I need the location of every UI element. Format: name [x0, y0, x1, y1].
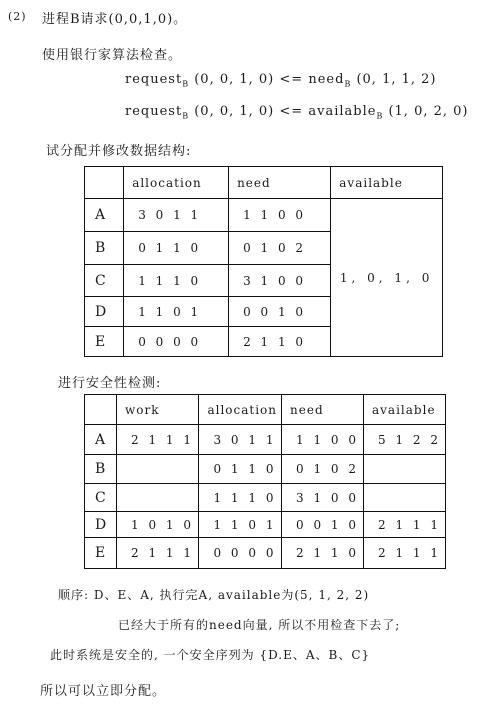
need-cell: 0 0 1 0 — [282, 512, 364, 538]
available-cell: 5 1 2 2 — [364, 425, 446, 455]
allocation-cell: 1 1 0 1 — [124, 297, 229, 327]
check-available-lhs: request — [125, 104, 183, 119]
table1-caption: 试分配并修改数据结构: — [46, 144, 192, 159]
check-need-op: <= — [279, 72, 304, 87]
process-label: A — [85, 199, 124, 232]
table1-header-blank — [85, 167, 124, 199]
process-label: D — [85, 512, 117, 538]
table1-header-allocation: allocation — [124, 167, 229, 199]
check-need-rhs: need — [308, 72, 345, 87]
check-need — [125, 72, 437, 89]
available-cell: 1, 0, 1, 0 — [331, 199, 443, 357]
table-row — [85, 199, 443, 232]
safety-table — [84, 394, 446, 569]
table2-header-blank — [85, 395, 117, 425]
check-available-rhs-sub: B — [376, 111, 384, 121]
process-label: B — [85, 232, 124, 265]
allocation-cell: 0 0 0 0 — [124, 327, 229, 357]
question-number: (2) — [8, 10, 27, 23]
table-row — [85, 425, 446, 455]
available-cell — [364, 455, 446, 484]
table2-header-need: need — [282, 395, 364, 425]
check-available-rvec: (1, 0, 2, 0) — [388, 104, 469, 119]
check-need-lhs-sub: B — [182, 79, 190, 89]
process-label: C — [85, 484, 117, 512]
table1-header-need: need — [229, 167, 331, 199]
need-cell: 3 1 0 0 — [229, 265, 331, 297]
check-need-lhs: request — [125, 72, 183, 87]
work-cell: 2 1 1 1 — [117, 538, 199, 569]
need-cell: 0 1 0 2 — [282, 455, 364, 484]
check-need-rvec: (0, 1, 1, 2) — [356, 72, 437, 87]
table2-header-work: work — [117, 395, 199, 425]
check-available-op: <= — [279, 104, 304, 119]
table-row — [85, 455, 446, 484]
table2-header-available: available — [364, 395, 446, 425]
conclusion-line-2: 已经大于所有的need向量, 所以不用检查下去了; — [118, 618, 401, 632]
allocation-cell: 1 1 1 0 — [124, 265, 229, 297]
table1-header-row — [85, 167, 443, 199]
table1-header-available: available — [331, 167, 443, 199]
check-available-lhs-sub: B — [182, 111, 190, 121]
allocation-cell: 3 0 1 1 — [124, 199, 229, 232]
allocation-cell: 0 0 0 0 — [199, 538, 282, 569]
need-cell: 3 1 0 0 — [282, 484, 364, 512]
process-label: D — [85, 297, 124, 327]
allocation-cell: 0 1 1 0 — [199, 455, 282, 484]
process-label: A — [85, 425, 117, 455]
conclusion-line-1: 顺序: D、E、A, 执行完A, available为(5, 1, 2, 2) — [58, 588, 370, 602]
check-need-vec: (0, 0, 1, 0) — [194, 72, 275, 87]
table2-caption: 进行安全性检测: — [58, 376, 162, 391]
need-cell: 2 1 1 0 — [282, 538, 364, 569]
process-label: E — [85, 538, 117, 569]
check-available — [125, 104, 469, 121]
check-available-vec: (0, 0, 1, 0) — [194, 104, 275, 119]
table2-header-allocation: allocation — [199, 395, 282, 425]
table-row — [85, 538, 446, 569]
allocation-cell: 3 0 1 1 — [199, 425, 282, 455]
allocation-cell: 0 1 1 0 — [124, 232, 229, 265]
need-cell: 0 1 0 2 — [229, 232, 331, 265]
process-label: B — [85, 455, 117, 484]
work-cell — [117, 455, 199, 484]
need-cell: 2 1 1 0 — [229, 327, 331, 357]
allocation-cell: 1 1 1 0 — [199, 484, 282, 512]
available-cell: 2 1 1 1 — [364, 512, 446, 538]
table2-header-row — [85, 395, 446, 425]
table-row — [85, 512, 446, 538]
allocation-table — [84, 166, 443, 357]
available-cell — [364, 484, 446, 512]
work-cell: 1 0 1 0 — [117, 512, 199, 538]
table-row — [85, 484, 446, 512]
process-label: E — [85, 327, 124, 357]
method-line: 使用银行家算法检查。 — [42, 48, 183, 63]
available-cell: 2 1 1 1 — [364, 538, 446, 569]
work-cell — [117, 484, 199, 512]
need-cell: 1 1 0 0 — [229, 199, 331, 232]
check-need-rhs-sub: B — [344, 79, 352, 89]
work-cell: 2 1 1 1 — [117, 425, 199, 455]
conclusion-line-4: 所以可以立即分配。 — [40, 684, 167, 699]
allocation-cell: 1 1 0 1 — [199, 512, 282, 538]
question-title: 进程B请求(0,0,1,0)。 — [42, 12, 188, 27]
conclusion-line-3: 此时系统是安全的, 一个安全序列为 {D.E、A、B、C} — [50, 648, 371, 662]
need-cell: 1 1 0 0 — [282, 425, 364, 455]
need-cell: 0 0 1 0 — [229, 297, 331, 327]
process-label: C — [85, 265, 124, 297]
check-available-rhs: available — [308, 104, 377, 119]
